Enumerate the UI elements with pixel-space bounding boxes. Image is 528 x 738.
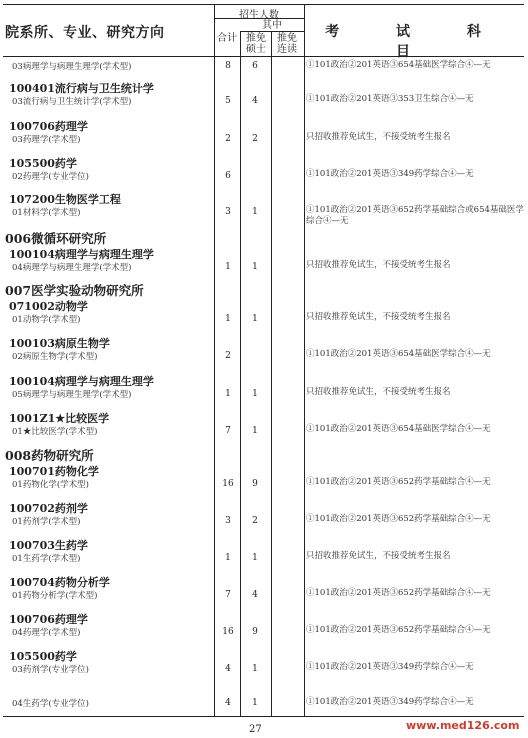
watermark: www.med126.com — [406, 719, 520, 732]
research-direction: 01材料学(学术型) — [12, 208, 81, 218]
total-count: 2 — [225, 351, 231, 361]
exam-subjects: ①101政治②201英语③349药学综合④—无 — [306, 662, 474, 672]
total-count: 6 — [225, 171, 231, 181]
exam-subjects: ①101政治②201英语③652药学基础综合④—无 — [306, 625, 491, 635]
exam-subjects: 只招收推荐免试生，不接受统考生报名 — [306, 551, 451, 561]
major-name: 107200生物医学工程 — [9, 193, 121, 206]
major-name: 100104病理学与病理生理学 — [9, 375, 154, 388]
major-name: 105500药学 — [9, 157, 77, 170]
header-tuimian: 推免硕士 — [246, 33, 266, 55]
total-count: 1 — [225, 314, 231, 324]
col-divider-count-left — [214, 4, 215, 716]
research-direction: 04生药学(专业学位) — [12, 699, 89, 709]
major-name: 100104病理学与病理生理学 — [9, 248, 154, 261]
research-direction: 01药剂学(学术型) — [12, 517, 81, 527]
total-count: 4 — [225, 698, 231, 708]
total-count: 16 — [222, 479, 234, 489]
research-direction: 01生药学(学术型) — [12, 554, 81, 564]
tuimian-count: 9 — [252, 627, 258, 637]
major-name: 100401流行病与卫生统计学 — [9, 82, 154, 95]
major-name: 100703生药学 — [9, 539, 88, 552]
research-direction: 03流行病与卫生统计学(学术型) — [12, 97, 132, 107]
total-count: 3 — [225, 516, 231, 526]
total-count: 2 — [225, 134, 231, 144]
exam-subjects: ①101政治②201英语③652药学基础综合④—无 — [306, 588, 491, 598]
header-exam-subjects: 考 试 科 目 — [325, 24, 507, 60]
exam-subjects: ①101政治②201英语③353卫生综合④—无 — [306, 94, 474, 104]
research-direction: 01动物学(学术型) — [12, 315, 81, 325]
exam-subjects: 只招收推荐免试生，不接受统考生报名 — [306, 132, 451, 142]
tuimian-count: 1 — [252, 426, 258, 436]
exam-subjects: ①101政治②201英语③654基础医学综合④—无 — [306, 349, 491, 359]
header-main-title: 院系所、专业、研究方向 — [5, 25, 165, 41]
major-name: 1001Z1★比较医学 — [9, 412, 110, 425]
major-name: 100704药物分析学 — [9, 576, 110, 589]
total-count: 8 — [225, 61, 231, 71]
tuimian-count: 6 — [252, 61, 258, 71]
research-direction: 04药理学(学术型) — [12, 628, 81, 638]
col-divider-tuimian — [271, 31, 272, 716]
research-direction: 01★比较医学(学术型) — [12, 427, 98, 437]
major-name: 100706药理学 — [9, 613, 88, 626]
research-direction: 01药物分析学(学术型) — [12, 591, 98, 601]
header-enrollment-count: 招生人数 — [239, 10, 279, 21]
table-top-border — [3, 4, 524, 5]
research-direction: 01药物化学(学术型) — [12, 480, 89, 490]
exam-subjects: 只招收推荐免试生，不接受统考生报名 — [306, 312, 451, 322]
research-direction: 02病原生物学(学术型) — [12, 352, 98, 362]
section-title: 008药物研究所 — [5, 448, 94, 463]
exam-subjects: ①101政治②201英语③349药学综合④—无 — [306, 697, 474, 707]
exam-subjects: ①101政治②201英语③652药学基础综合或654基础医学综合④—无 — [306, 205, 524, 226]
header-of-which: 其中 — [262, 20, 282, 31]
major-name: 100701药物化学 — [9, 465, 99, 478]
total-count: 16 — [222, 627, 234, 637]
tuimian-count: 4 — [252, 96, 258, 106]
research-direction: 02药理学(专业学位) — [12, 172, 89, 182]
total-count: 4 — [225, 664, 231, 674]
col-divider-total — [240, 31, 241, 716]
section-title: 007医学实验动物研究所 — [5, 283, 144, 298]
total-count: 1 — [225, 262, 231, 272]
major-name: 100103病原生物学 — [9, 337, 110, 350]
research-direction: 04病理学与病理生理学(学术型) — [12, 263, 132, 273]
header-subdivider-2 — [240, 31, 304, 32]
tuimian-count: 9 — [252, 479, 258, 489]
research-direction: 03药理学(学术型) — [12, 135, 81, 145]
major-name: 100702药剂学 — [9, 502, 88, 515]
total-count: 5 — [225, 96, 231, 106]
major-name: 105500药学 — [9, 650, 77, 663]
header-tuimian-lianxu: 推免连读 — [277, 33, 297, 55]
exam-subjects: ①101政治②201英语③654基础医学综合④—无 — [306, 424, 491, 434]
major-name: 071002动物学 — [9, 300, 88, 313]
research-direction: 03病理学与病理生理学(学术型) — [12, 62, 132, 72]
tuimian-count: 4 — [252, 590, 258, 600]
tuimian-count: 2 — [252, 516, 258, 526]
total-count: 1 — [225, 389, 231, 399]
tuimian-count: 1 — [252, 553, 258, 563]
tuimian-count: 1 — [252, 262, 258, 272]
tuimian-count: 2 — [252, 134, 258, 144]
total-count: 7 — [225, 426, 231, 436]
exam-subjects: ①101政治②201英语③652药学基础综合④—无 — [306, 514, 491, 524]
header-total: 合计 — [217, 33, 237, 44]
section-title: 006微循环研究所 — [5, 231, 107, 246]
tuimian-count: 1 — [252, 664, 258, 674]
col-divider-exam — [304, 4, 305, 716]
page-number: 27 — [249, 724, 262, 735]
exam-subjects: ①101政治②201英语③652药学基础综合④—无 — [306, 477, 491, 487]
exam-subjects: 只招收推荐免试生，不接受统考生报名 — [306, 387, 451, 397]
tuimian-count: 1 — [252, 698, 258, 708]
tuimian-count: 1 — [252, 389, 258, 399]
major-name: 100706药理学 — [9, 120, 88, 133]
research-direction: 03药剂学(专业学位) — [12, 665, 89, 675]
tuimian-count: 1 — [252, 314, 258, 324]
research-direction: 05病理学与病理生理学(学术型) — [12, 390, 132, 400]
table-bottom-border — [3, 716, 524, 717]
exam-subjects: ①101政治②201英语③654基础医学综合④—无 — [306, 60, 491, 70]
total-count: 3 — [225, 207, 231, 217]
tuimian-count: 1 — [252, 207, 258, 217]
exam-subjects: 只招收推荐免试生，不接受统考生报名 — [306, 260, 451, 270]
total-count: 1 — [225, 553, 231, 563]
total-count: 7 — [225, 590, 231, 600]
exam-subjects: ①101政治②201英语③349药学综合④—无 — [306, 169, 474, 179]
